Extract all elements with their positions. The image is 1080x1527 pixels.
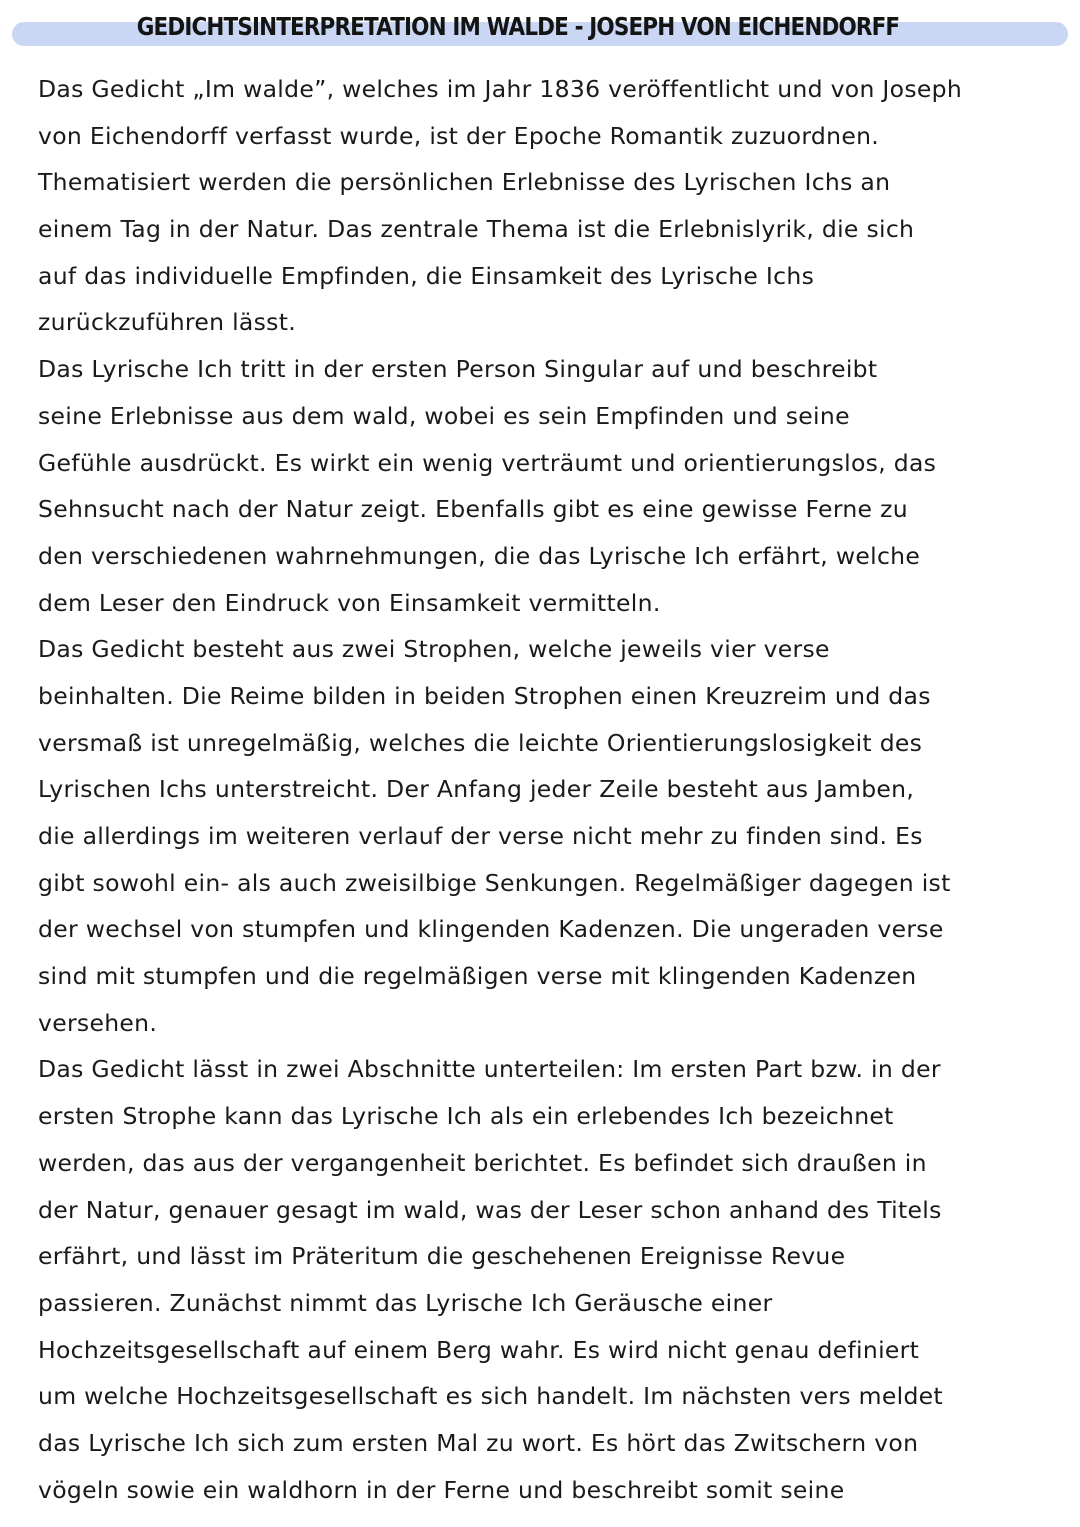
text-line: Hochzeitsgesellschaft auf einem Berg wahr. Es wird nicht genau definiert bbox=[38, 1335, 920, 1364]
text-line: seine Erlebnisse aus dem wald, wobei es sein Empfinden und seine bbox=[38, 401, 850, 430]
text-line: das Lyrische Ich sich zum ersten Mal zu wort. Es hört das Zwitschern von bbox=[38, 1428, 919, 1457]
text-line: erfährt, und lässt im Präteritum die geschehenen Ereignisse Revue bbox=[38, 1242, 846, 1271]
text-line: den verschiedenen wahrnehmungen, die das Lyrische Ich erfährt, welche bbox=[38, 541, 921, 570]
text-line: der wechsel von stumpfen und klingenden Kadenzen. Die ungeraden verse bbox=[38, 915, 944, 944]
text-line: versmaß ist unregelmäßig, welches die leichte Orientierungslosigkeit des bbox=[38, 728, 923, 757]
text-line: Thematisiert werden die persönlichen Erlebnisse des Lyrischen Ichs an bbox=[38, 168, 891, 197]
text-line: Das Gedicht „Im walde”, welches im Jahr 1836 veröffentlicht und von Joseph bbox=[38, 75, 963, 103]
text-line: versehen. bbox=[38, 1008, 158, 1037]
text-line: Lyrischen Ichs unterstreicht. Der Anfang jeder Zeile besteht aus Jamben, bbox=[38, 775, 915, 804]
text-line: zurückzuführen lässt. bbox=[38, 308, 296, 337]
text-line: Gefühle ausdrückt. Es wirkt ein wenig verträumt und orientierungslos, das bbox=[38, 448, 937, 477]
text-line: von Eichendorff verfasst wurde, ist der Epoche Romantik zuzuordnen. bbox=[38, 121, 880, 150]
text-line: Das Gedicht lässt in zwei Abschnitte unterteilen: Im ersten Part bzw. in der bbox=[38, 1055, 941, 1084]
text-line: gibt sowohl ein- als auch zweisilbige Senkungen. Regelmäßiger dagegen ist bbox=[38, 868, 951, 897]
text-line: auf das individuelle Empfinden, die Einsamkeit des Lyrische Ichs bbox=[38, 261, 815, 290]
text-line: um welche Hochzeitsgesellschaft es sich handelt. Im nächsten vers meldet bbox=[38, 1382, 943, 1411]
text-line: werden, das aus der vergangenheit berichtet. Es befindet sich draußen in bbox=[38, 1148, 927, 1177]
page-title: GEDICHTSINTERPRETATION IM WALDE - JOSEPH VON EICHENDORFF bbox=[136, 12, 900, 41]
text-line: einem Tag in der Natur. Das zentrale Thema ist die Erlebnislyrik, die sich bbox=[38, 215, 915, 244]
text-line: dem Leser den Eindruck von Einsamkeit vermitteln. bbox=[38, 588, 661, 617]
text-line: Das Lyrische Ich tritt in der ersten Person Singular auf und beschreibt bbox=[38, 355, 878, 384]
text-line: sind mit stumpfen und die regelmäßigen verse mit klingenden Kadenzen bbox=[38, 962, 917, 991]
text-line: ersten Strophe kann das Lyrische Ich als ein erlebendes Ich bezeichnet bbox=[38, 1102, 894, 1131]
text-line: vögeln sowie ein waldhorn in der Ferne und beschreibt somit seine bbox=[38, 1475, 845, 1504]
text-line: Das Gedicht besteht aus zwei Strophen, welche jeweils vier verse bbox=[38, 635, 830, 664]
essay-text bbox=[38, 66, 1048, 1513]
text-line: die allerdings im weiteren verlauf der verse nicht mehr zu finden sind. Es bbox=[38, 822, 923, 850]
text-line: Sehnsucht nach der Natur zeigt. Ebenfalls gibt es eine gewisse Ferne zu bbox=[38, 495, 908, 524]
text-line: der Natur, genauer gesagt im wald, was der Leser schon anhand des Titels bbox=[38, 1195, 942, 1224]
text-line: passieren. Zunächst nimmt das Lyrische Ich Geräusche einer bbox=[38, 1288, 773, 1317]
text-line: beinhalten. Die Reime bilden in beiden Strophen einen Kreuzreim und das bbox=[38, 681, 931, 710]
